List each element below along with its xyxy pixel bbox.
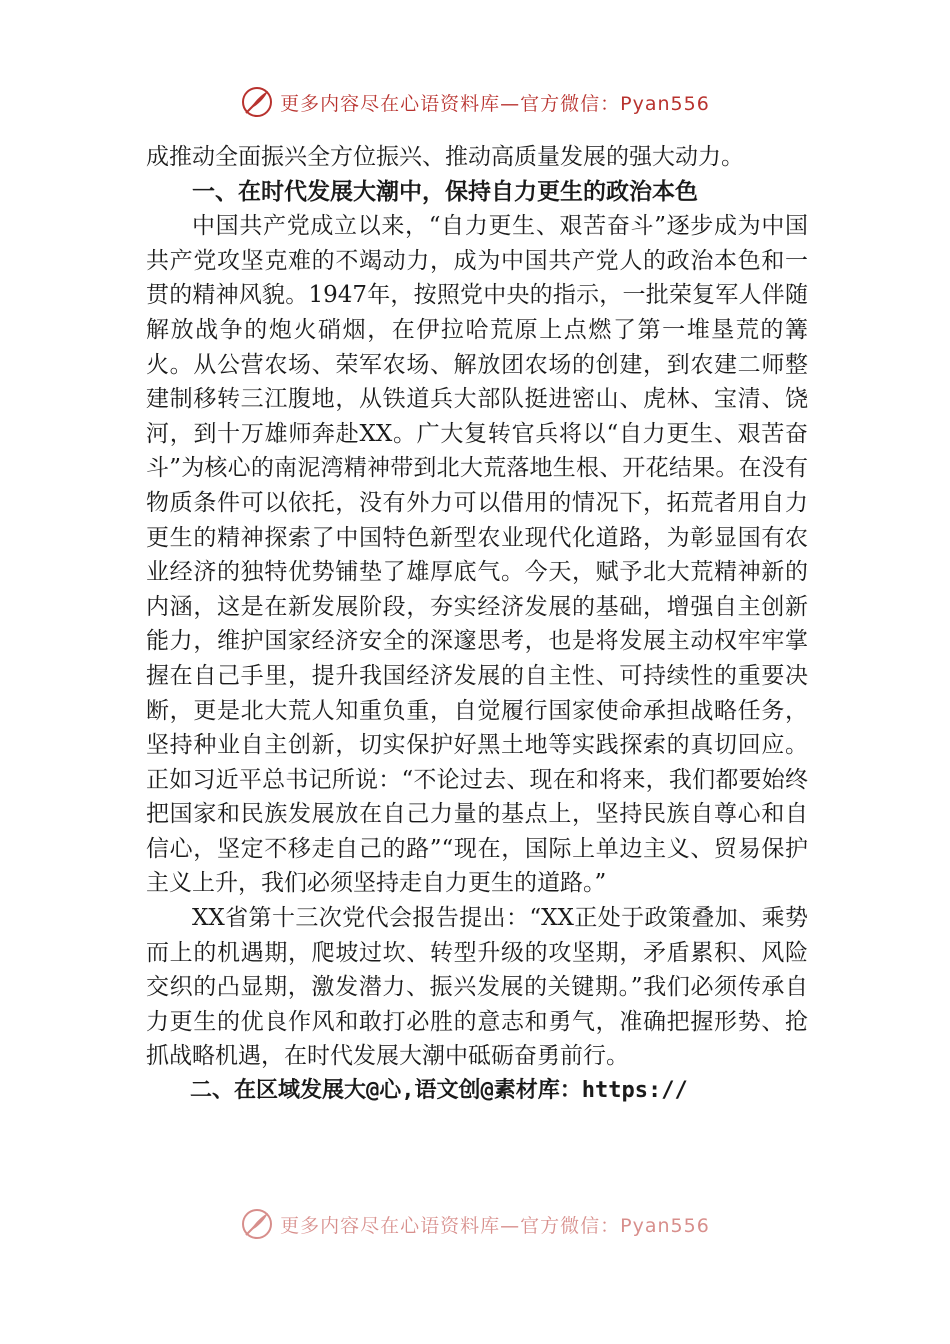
watermark-footer bbox=[0, 1206, 950, 1242]
feather-pen-logo-icon bbox=[240, 85, 274, 119]
continuation-text: 成推动全面振兴全方位振兴、推动高质量发展的强大动力。 bbox=[146, 144, 744, 170]
section-heading-1: 一、在时代发展大潮中，保持自力更生的政治本色 bbox=[192, 178, 698, 205]
watermark-text: 更多内容尽在心语资料库—官方微信：Pyan556 bbox=[280, 92, 710, 115]
watermark-header bbox=[0, 84, 950, 120]
watermark-text: 更多内容尽在心语资料库—官方微信：Pyan556 bbox=[280, 1214, 710, 1237]
feather-pen-logo-icon bbox=[240, 1207, 274, 1241]
paragraph-1: 中国共产党成立以来，“自力更生、艰苦奋斗”逐步成为中国共产党攻坚克难的不竭动力，成为中国共产党人的政治本色和一贯的精神风貌。1947年，按照党中央的指示，一批荣复军人伴随解放战争的炮火硝烟，在伊拉哈荒原上点燃了第一堆垦荒的篝火。从公营农场、荣军农场、解放团农场的创建，到农建二师整建制移转三江腹地，从铁道兵大部队挺进密山、虎林、宝清、饶河，到十万雄师奔赴XX。广大复转官兵将以“自力更生、艰苦奋斗”为核心的南泥湾精神带到北大荒落地生根、开花结果。在没有物质条件可以依托，没有外力可以借用的情况下，拓荒者用自力更生的精神探索了中国特色新型农业现代化道路，为彰显国有农业经济的独特优势铺垫了雄厚底气。今天，赋予北大荒精神新的内涵，这是在新发展阶段，夯实经济发展的基础，增强自主创新能力，维护国家经济安全的深邃思考，也是将发展主动权牢牢掌握在自己手里，提升我国经济发展的自主性、可持续性的重要决断，更是北大荒人知重负重，自觉履行国家使命承担战略任务，坚持种业自主创新，切实保护好黑土地等实践探索的真切回应。正如习近平总书记所说：“不论过去、现在和将来，我们都要始终把国家和民族发展放在自己力量的基点上，坚持民族自尊心和自信心，坚定不移走自己的路”“现在，国际上单边主义、贸易保护主义上升，我们必须坚持走自力更生的道路。” bbox=[146, 213, 808, 897]
section-heading-2: 二、在区域发展大@心,语文创@素材库：https:// bbox=[190, 1078, 688, 1104]
document-body bbox=[146, 140, 808, 1109]
paragraph-2: XX省第十三次党代会报告提出：“XX正处于政策叠加、乘势而上的机遇期，爬坡过坎、转型升级的攻坚期，矛盾累积、风险交织的凸显期，激发潜力、振兴发展的关键期。”我们必须传承自力更生的优良作风和敢打必胜的意志和勇气，准确把握形势、抢抓战略机遇，在时代发展大潮中砥砺奋勇前行。 bbox=[146, 905, 808, 1070]
